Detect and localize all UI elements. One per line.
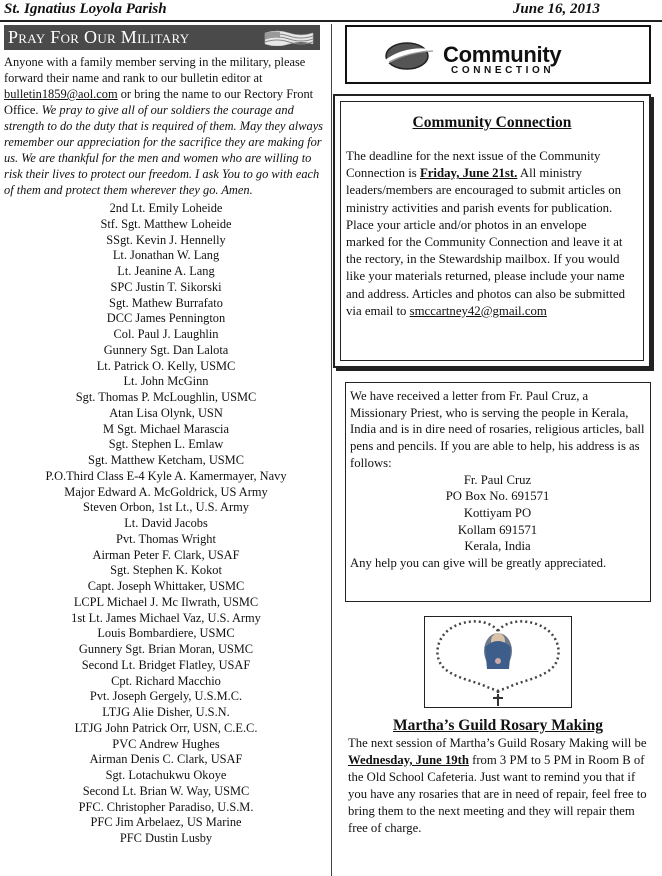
marthas-guild-title: Martha’s Guild Rosary Making <box>393 717 603 734</box>
military-name-entry: Pvt. Thomas Wright <box>116 531 216 546</box>
military-banner <box>4 25 320 50</box>
military-name-entry: Lt. Patrick O. Kelly, USMC <box>96 358 236 373</box>
military-name-entry: P.O.Third Class E-4 Kyle A. Kamermayer, Navy <box>45 468 287 483</box>
intro-text: Anyone with a family member serving in the military, please forward their name and rank to our bulletin editor at <box>4 55 306 85</box>
mg-text-2: from 3 PM to 5 PM in Room B of the Old School Cafeteria. Just want to remind you that if you have any rosaries that are in need of repair, feel free to bring them to the next meeting and they will repair them free of charge. <box>348 753 647 835</box>
military-name-entry: Col. Paul J. Laughlin <box>113 327 219 341</box>
rosary-heart-icon <box>425 617 571 707</box>
military-title: Pray For Our Military <box>8 27 190 47</box>
military-name-entry: Pvt. Joseph Gergely, U.S.M.C. <box>89 689 243 704</box>
cc-text-2: All ministry leaders/members are encouraged to submit articles on ministry activities and parish events for publication. Place your article and/or photos in an envelope marked for the Community Connection and leave it at the rectory, in the Stewardship mailbox. If you would like your materials returned, please include your name and address. Articles and photos can also be submitted via email to <box>346 166 625 318</box>
military-name-entry: Lt. David Jacobs <box>124 516 208 530</box>
military-name-entry: Sgt. Stephen K. Kokot <box>110 563 222 578</box>
military-name-entry: Louis Bombardiere, USMC <box>97 626 235 641</box>
cc-text-1: The deadline for the next issue of the Community Connection is <box>346 149 601 181</box>
community-connection-title: Community Connection <box>412 114 572 131</box>
military-name-entry: LTJG Alie Disher, U.S.N. <box>102 705 230 719</box>
intro-text-2: or bring the name to our Rectory Front Office. <box>4 87 314 117</box>
military-name-entry: Steven Orbon, 1st Lt., U.S. Army <box>83 500 249 515</box>
address-line: Kollam 691571 <box>457 522 538 537</box>
address-line: Kottiyam PO <box>463 505 532 520</box>
military-name-entry: Sgt. Matthew Ketcham, USMC <box>88 453 244 467</box>
military-name-entry: Airman Denis C. Clark, USAF <box>89 752 243 767</box>
military-name-entry: Second Lt. Bridget Flatley, USAF <box>81 657 251 672</box>
military-name-entry: DCC James Pennington <box>106 311 226 326</box>
community-connection-article <box>333 94 651 368</box>
fr-cruz-notice <box>345 382 651 602</box>
community-connection-body <box>346 148 626 320</box>
bulletin-date: June 16, 2013 <box>512 1 600 17</box>
military-name-entry: Airman Peter F. Clark, USAF <box>92 547 240 562</box>
military-intro <box>4 54 328 198</box>
military-name-entry: Sgt. Mathew Burrafato <box>109 295 223 310</box>
military-name-entry: Gunnery Sgt. Brian Moran, USMC <box>78 642 254 656</box>
mg-text-1: The next session of Martha’s Guild Rosary Making will be <box>348 736 647 750</box>
column-divider <box>331 24 332 876</box>
address-line: Fr. Paul Cruz <box>463 472 532 487</box>
cc-deadline: Friday, June 21st. <box>419 166 518 181</box>
military-name-entry: Lt. Jonathan W. Lang <box>112 248 220 263</box>
military-name-entry: Sgt. Stephen L. Emlaw <box>108 437 224 452</box>
globe-swoosh-icon <box>383 40 439 72</box>
military-name-entry: Lt. John McGinn <box>123 374 209 389</box>
military-name-entry: PFC. Christopher Paradiso, U.S.M. <box>78 799 254 814</box>
military-name-entry: Second Lt. Brian W. Way, USMC <box>82 783 250 798</box>
military-name-entry: LCPL Michael J. Mc Ilwrath, USMC <box>73 594 259 609</box>
military-name-entry: Capt. Joseph Whittaker, USMC <box>87 579 245 593</box>
military-name-entry: Cpt. Richard Macchio <box>111 673 221 688</box>
cc-email-link[interactable]: smccartney42@gmail.com <box>409 303 547 318</box>
cruz-intro: We have received a letter from Fr. Paul Cruz, a Missionary Priest, who is serving the people in Kerala, India and is in dire need of rosaries, religious articles, ball pens and pencils. If you are able to help, his address is as follows: <box>350 389 645 470</box>
military-name-entry: Lt. Jeanine A. Lang <box>117 264 215 278</box>
flag-icon <box>264 29 314 46</box>
cruz-closing: Any help you can give will be greatly appreciated. <box>350 556 607 571</box>
military-name-entry: Atan Lisa Olynk, USN <box>109 405 223 420</box>
military-name-entry: PFC Dustin Lusby <box>119 831 213 845</box>
community-connection-logo <box>345 25 651 84</box>
cruz-address <box>350 472 645 556</box>
military-name-entry: 1st Lt. James Michael Vaz, U.S. Army <box>71 610 261 625</box>
military-name-entry: Sgt. Thomas P. McLoughlin, USMC <box>75 390 257 404</box>
military-section <box>4 25 328 847</box>
logo-word-community: Community <box>443 42 562 67</box>
military-name-entry: LTJG John Patrick Orr, USN, C.E.C. <box>74 720 258 735</box>
military-prayer: We pray to give all of our soldiers the courage and strength to do the duty that is required of them. May they always remember our appreciation for the sacrifice they are making for us. We are thankful for the men and women who are willing to risk their lives to protect our freedom. I ask You to go with each of them and protect them wherever they go. Amen. <box>4 103 324 197</box>
parish-name: St. Ignatius Loyola Parish <box>4 1 167 17</box>
rosary-image <box>424 616 572 708</box>
military-name-entry: SPC Justin T. Sikorski <box>110 279 222 294</box>
military-names-list <box>4 201 328 847</box>
military-name-entry: PVC Andrew Hughes <box>112 736 220 751</box>
marthas-guild-body <box>348 735 650 837</box>
military-name-entry: Major Edward A. McGoldrick, US Army <box>64 484 268 499</box>
military-name-entry: Stf. Sgt. Matthew Loheide <box>100 216 232 231</box>
bulletin-email-link[interactable]: bulletin1859@aol.com <box>4 87 118 101</box>
logo-word-connection: CONNECTION <box>451 65 555 76</box>
military-name-entry: M Sgt. Michael Marascia <box>103 421 229 436</box>
bulletin-header <box>0 0 662 22</box>
military-name-entry: 2nd Lt. Emily Loheide <box>109 201 223 215</box>
address-line: Kerala, India <box>464 539 531 554</box>
military-name-entry: Gunnery Sgt. Dan Lalota <box>103 342 229 357</box>
military-name-entry: PFC Jim Arbelaez, US Marine <box>90 815 242 830</box>
address-line: PO Box No. 691571 <box>445 489 550 504</box>
military-name-entry: SSgt. Kevin J. Hennelly <box>106 232 226 247</box>
military-name-entry: Sgt. Lotachukwu Okoye <box>105 768 227 782</box>
mg-date: Wednesday, June 19th <box>348 753 469 767</box>
article-inner-frame <box>340 101 644 361</box>
